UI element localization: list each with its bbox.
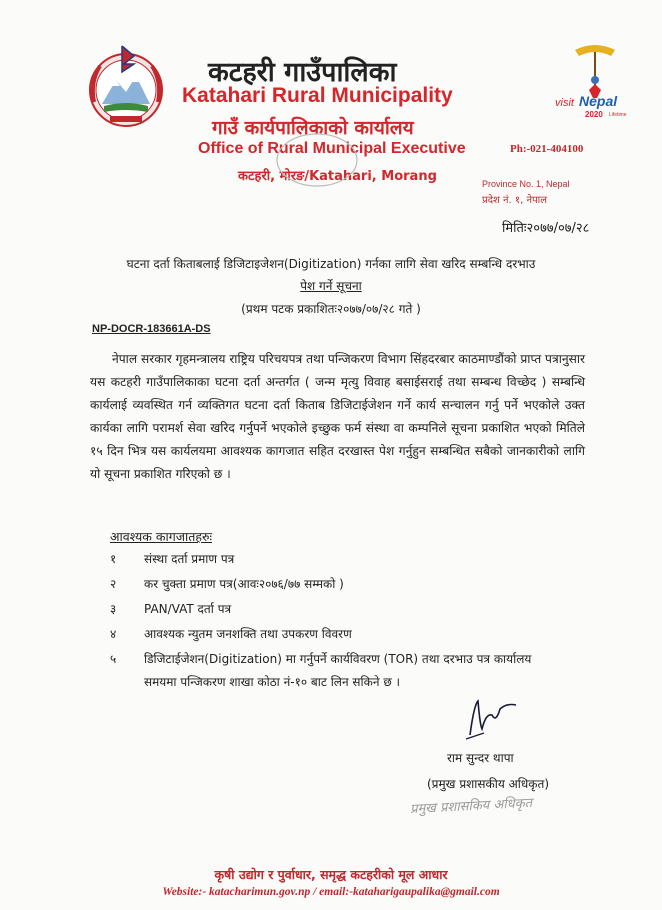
requirements-heading: आवश्यक कागजातहरुः <box>110 529 213 544</box>
notice-subject-line2: पेश गर्ने सूचना <box>300 279 362 293</box>
office-name-nepali: गाउँ कार्यपालिकाको कार्यालय <box>212 117 414 139</box>
requirement-item <box>110 650 531 667</box>
requirement-number: ३ <box>110 602 117 616</box>
municipality-name-english: Katahari Rural Municipality <box>182 84 453 107</box>
svg-text:Lifetime: Lifetime <box>609 112 627 118</box>
province-nepali: प्रदेश नं. १, नेपाल <box>482 195 548 206</box>
svg-text:Nepal: Nepal <box>579 93 618 109</box>
svg-text:2020: 2020 <box>585 110 603 119</box>
reference-number: NP-DOCR-183661A-DS <box>92 323 211 335</box>
nepal-emblem-logo <box>82 42 170 130</box>
requirement-item <box>110 625 352 642</box>
svg-text:visit: visit <box>555 97 574 109</box>
notice-body-paragraph: नेपाल सरकार गृहमन्त्रालय राष्ट्रिय परिचयपत्र तथा पन्जिकरण विभाग सिंहदरबार काठमाण्डौंको प्राप्त पत्रानुसार यस कटहरी गाउँपालिकाका घटना दर्ता अन्तर्गत ( जन्म मृत्यु विवाह बसाईसराई तथा सम्बन्ध विच्छेद ) सम्बन्धि कार्यलाई व्यवस्थित गर्न व्यक्तिगत घटना दर्ता किताब डिजिटाईजेशन गर्ने कार्य सन्चालन गर्नु पर्ने भएकोले उक्त कार्यका लागि परामर्श सेवा खरिद गर्नुपर्ने भएकोले इच्छुक फर्म संस्था वा कम्पनिले सूचना प्रकाशित भएको मितिले १५ दिन भित्र यस कार्यलयमा आवश्यक कागजात सहित दरखास्त पेश गर्नुहुन सम्बन्धित सबैको जानकारीको लागि यो सूचना प्रकाशित गरिएको छ । <box>90 352 585 481</box>
office-address: कटहरी, मोरङ/Katahari, Morang <box>238 169 437 184</box>
requirement-text: कर चुक्ता प्रमाण पत्र(आवः२०७६/७७ सम्मको ) <box>144 577 344 591</box>
faint-seal-stamp <box>272 130 362 190</box>
requirement-item <box>110 575 344 592</box>
footer-contact: Website:- katacharimun.gov.np / email:-kataharigaupalika@gmail.com <box>162 886 500 898</box>
requirement-text: डिजिटाईजेशन(Digitization) मा गर्नुपर्ने कार्यविवरण (TOR) तथा दरभाउ पत्र कार्यालय <box>144 652 532 666</box>
municipality-name-nepali: कटहरी गाउँपालिका <box>208 57 397 88</box>
requirement-number: १ <box>110 552 117 566</box>
requirement-number: २ <box>110 577 117 591</box>
requirement-text: आवश्यक न्युतम जनशक्ति तथा उपकरण विवरण <box>144 627 352 641</box>
official-stamp-text: प्रमुख प्रशासकिय अधिकृत <box>409 795 533 818</box>
requirement-item <box>110 600 231 617</box>
signer-name: राम सुन्दर थापा <box>447 751 514 765</box>
notice-date: मितिः२०७७/०७/२८ <box>502 221 590 236</box>
notice-subject: घटना दर्ता किताबलाई डिजिटाइजेशन(Digitization) गर्नका लागि सेवा खरिद सम्बन्धि दरभाउ <box>126 257 536 271</box>
visit-nepal-2020-logo <box>555 40 645 120</box>
province-english: Province No. 1, Nepal <box>482 179 570 189</box>
requirement-item <box>110 550 234 567</box>
signer-title: (प्रमुख प्रशासकीय अधिकृत) <box>427 777 550 791</box>
footer-slogan: कृषी उद्योग र पुर्वाधार, समृद्ध कटहरीको मूल आधार <box>214 867 448 882</box>
requirement-number: ४ <box>110 627 117 641</box>
publication-date: (प्रथम पटक प्रकाशितः२०७७/०७/२८ गते ) <box>241 302 421 316</box>
requirement-text: संस्था दर्ता प्रमाण पत्र <box>144 552 235 566</box>
phone-number: Ph:-021-404100 <box>510 143 584 155</box>
requirement-number: ५ <box>110 652 117 666</box>
requirement-text: PAN/VAT दर्ता पत्र <box>144 602 232 616</box>
handwritten-signature <box>462 695 522 743</box>
requirement-5-continuation: समयमा पन्जिकरण शाखा कोठा नं-१० बाट लिन सकिने छ । <box>144 675 401 689</box>
office-name-english: Office of Rural Municipal Executive <box>198 140 466 157</box>
